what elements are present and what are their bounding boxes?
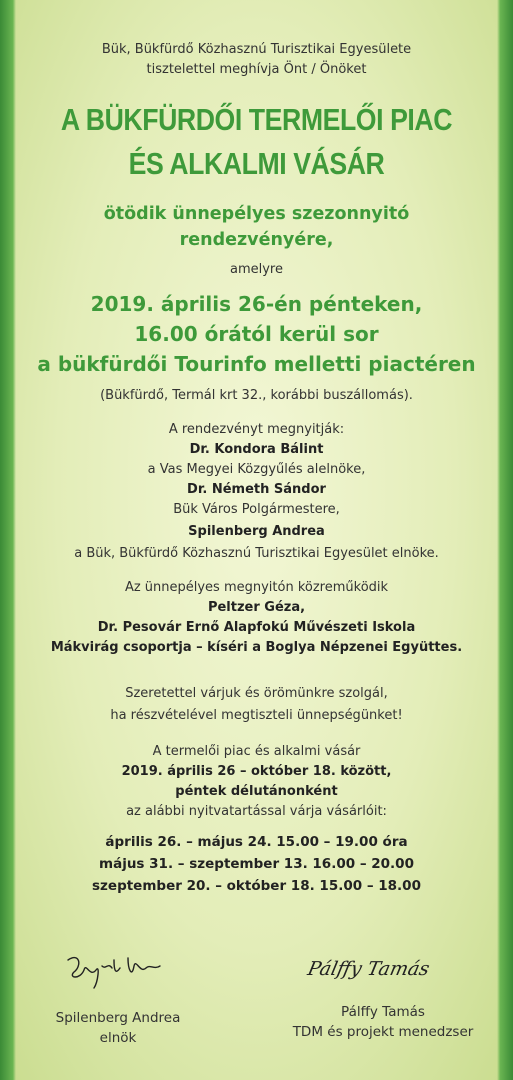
right-signature-script: Pálffy Tamás bbox=[305, 958, 432, 980]
event-place: a bükfürdői Tourinfo melletti piactéren bbox=[37, 352, 476, 376]
performers-intro: Az ünnepélyes megnyitón közreműködik bbox=[124, 580, 389, 595]
event-date: 2019. április 26-én pénteken, bbox=[90, 292, 423, 316]
opener-1-role: a Vas Megyei Közgyűlés alelnöke, bbox=[147, 462, 366, 477]
openers-intro: A rendezvényt megnyitják: bbox=[168, 422, 345, 437]
opener-3-role: a Bük, Bükfürdő Közhasznú Turisztikai Egyesület elnöke. bbox=[74, 546, 439, 561]
event-address: (Bükfürdő, Termál krt 32., korábbi buszállomás). bbox=[100, 388, 413, 403]
opener-3-name: Spilenberg Andrea bbox=[188, 524, 325, 539]
title-line-1: A BÜKFÜRDŐI TERMELŐI PIAC bbox=[60, 102, 453, 137]
subtitle-line-1: ötödik ünnepélyes szezonnyitó bbox=[103, 204, 410, 224]
opener-2-name: Dr. Németh Sándor bbox=[187, 482, 326, 497]
market-line-1: A termelői piac és alkalmi vásár bbox=[152, 744, 361, 759]
welcome-line-2: ha részvételével megtiszteli ünnepségünket! bbox=[110, 708, 403, 723]
organizer-line: Bük, Bükfürdő Közhasznú Turisztikai Egyesülete bbox=[101, 42, 412, 57]
performer-line-1: Peltzer Géza, bbox=[207, 600, 306, 615]
left-signature-scribble bbox=[62, 948, 172, 990]
performer-line-2: Dr. Pesovár Ernő Alapfokú Művészeti Iskola bbox=[97, 620, 416, 635]
welcome-line-1: Szeretettel várjuk és örömünkre szolgál, bbox=[125, 686, 388, 701]
market-line-3: péntek délutánonként bbox=[175, 784, 338, 799]
left-signer-role: elnök bbox=[99, 1030, 137, 1046]
opener-2-role: Bük Város Polgármestere, bbox=[173, 502, 340, 517]
right-signer-name: Pálffy Tamás bbox=[341, 1004, 425, 1020]
schedule-row: szeptember 20. – október 18. 15.00 – 18.00 bbox=[92, 878, 421, 894]
schedule-row: április 26. – május 24. 15.00 – 19.00 óra bbox=[105, 834, 408, 850]
schedule-row: május 31. – szeptember 13. 16.00 – 20.00 bbox=[99, 856, 414, 872]
subtitle-line-2: rendezvényére, bbox=[179, 230, 334, 250]
left-signer-name: Spilenberg Andrea bbox=[55, 1010, 181, 1026]
title-line-2: ÉS ALKALMI VÁSÁR bbox=[128, 146, 385, 181]
performer-line-3: Mákvirág csoportja – kíséri a Boglya Népzenei Együttes. bbox=[50, 640, 463, 655]
invite-line: tisztelettel meghívja Önt / Önöket bbox=[146, 62, 367, 77]
market-line-4: az alábbi nyitvatartással várja vásárlóit: bbox=[126, 804, 387, 819]
right-green-border bbox=[497, 0, 513, 1080]
left-green-border bbox=[0, 0, 16, 1080]
event-time: 16.00 órától kerül sor bbox=[134, 322, 379, 346]
market-line-2: 2019. április 26 – október 18. között, bbox=[121, 764, 392, 779]
opener-1-name: Dr. Kondora Bálint bbox=[189, 442, 324, 457]
right-signer-role: TDM és projekt menedzser bbox=[292, 1024, 474, 1040]
connector-text: amelyre bbox=[230, 262, 283, 277]
